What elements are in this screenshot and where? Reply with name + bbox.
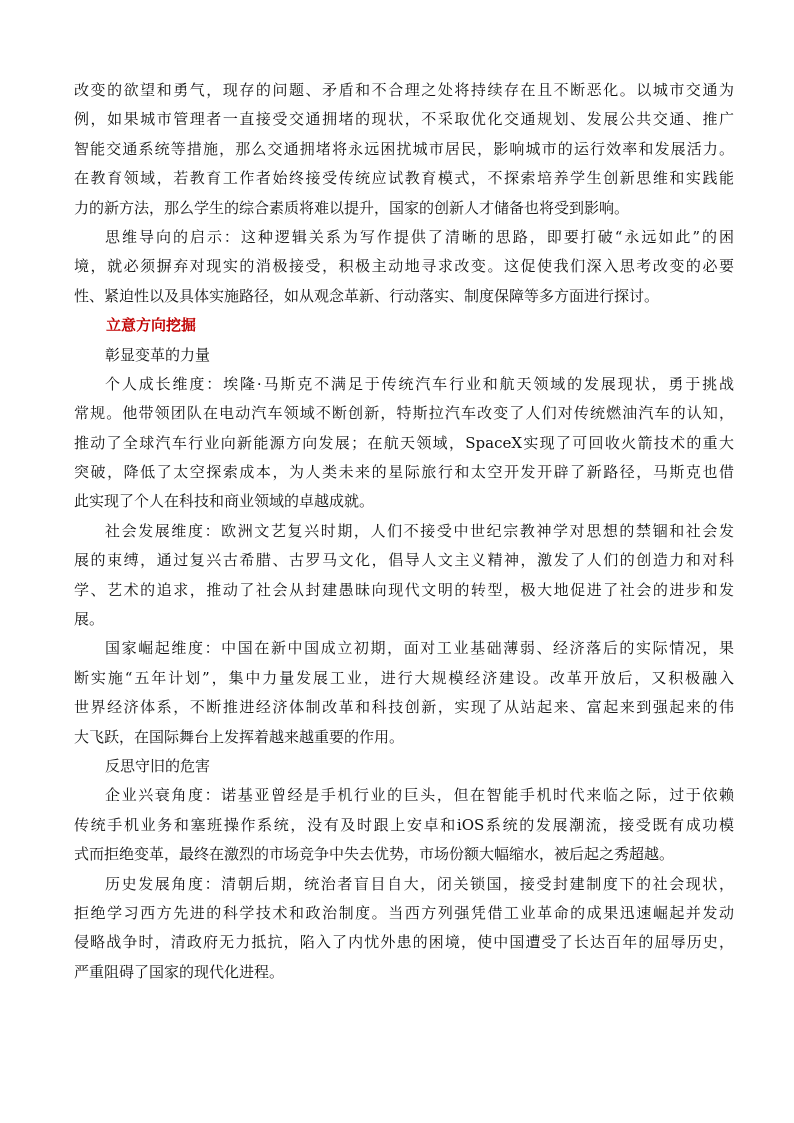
paragraph-national-rise [74,634,734,752]
subheading-harm-of-conservatism: 反思守旧的危害 [105,756,211,775]
text-line: 例，如果城市管理者一直接受交通拥堵的现状，不采取优化交通规划、发展公共交通、推广 [74,110,734,129]
text-line: 力的新方法，那么学生的综合素质将难以提升，国家的创新人才储备也将受到影响。 [74,198,630,217]
paragraph-thinking-guide [74,223,734,311]
text-line: 改变的欲望和勇气，现存的问题、矛盾和不合理之处将持续存在且不断恶化。以城市交通为 [74,81,734,99]
document-page [74,76,734,987]
text-line: 突破，降低了太空探索成本，为人类未来的星际旅行和太空开发开辟了新路径，马斯克也借 [74,463,734,482]
text-line: 国家崛起维度：中国在新中国成立初期，面对工业基础薄弱、经济落后的实际情况，果 [105,639,734,658]
text-line: 学、艺术的追求，推动了社会从封建愚昧向现代文明的转型，极大地促进了社会的进步和发 [74,580,734,599]
paragraph-social-development [74,517,734,635]
text-line: 个人成长维度：埃隆·马斯克不满足于传统汽车行业和航天领域的发展现状，勇于挑战 [105,374,734,393]
text-line: 境，就必须摒弃对现实的消极接受，积极主动地寻求改变。这促使我们深入思考改变的必要 [74,257,734,276]
paragraph-intro-continuation [74,76,734,223]
text-line: 传统手机业务和塞班操作系统，没有及时跟上安卓和iOS系统的发展潮流，接受既有成功模 [74,815,734,834]
text-line: 式而拒绝变革，最终在激烈的市场竞争中失去优势，市场份额大幅缩水，被后起之秀超越。 [74,845,675,864]
text-line: 此实现了个人在科技和商业领域的卓越成就。 [74,492,375,511]
paragraph-enterprise [74,781,734,869]
paragraph-personal-growth [74,370,734,517]
text-line: 历史发展角度：清朝后期，统治者盲目自大，闭关锁国，接受封建制度下的社会现状， [105,874,734,893]
text-line: 社会发展维度：欧洲文艺复兴时期，人们不接受中世纪宗教神学对思想的禁锢和社会发 [105,521,734,540]
text-line: 在教育领域，若教育工作者始终接受传统应试教育模式，不探索培养学生创新思维和实践能 [74,169,734,188]
text-line: 断实施“五年计划”，集中力量发展工业，进行大规模经济建设。改革开放后，又积极融入 [74,668,734,687]
text-line: 大飞跃，在国际舞台上发挥着越来越重要的作用。 [74,727,405,746]
text-line: 性、紧迫性以及具体实施路径，如从观念革新、行动落实、制度保障等多方面进行探讨。 [74,286,660,305]
paragraph-history [74,870,734,988]
text-line: 智能交通系统等措施，那么交通拥堵将永远困扰城市居民，影响城市的运行效率和发展活力。 [74,139,734,158]
text-line: 常规。他带领团队在电动汽车领域不断创新，特斯拉汽车改变了人们对传统燃油汽车的认知， [74,404,734,423]
text-line: 严重阻碍了国家的现代化进程。 [74,962,285,981]
text-line: 拒绝学习西方先进的科学技术和政治制度。当西方列强凭借工业革命的成果迅速崛起并发动 [74,903,734,922]
text-line: 展。 [74,610,105,629]
text-line: 展的束缚，通过复兴古希腊、古罗马文化，倡导人文主义精神，激发了人们的创造力和对科 [74,551,734,570]
section-heading: 立意方向挖掘 [106,316,197,335]
text-line: 思维导向的启示：这种逻辑关系为写作提供了清晰的思路，即要打破“永远如此”的困 [105,227,734,246]
text-line: 推动了全球汽车行业向新能源方向发展；在航天领域，SpaceX实现了可回收火箭技术的重大 [74,433,734,452]
text-line: 世界经济体系，不断推进经济体制改革和科技创新，实现了从站起来、富起来到强起来的伟 [74,698,734,717]
text-line: 企业兴衰角度：诺基亚曾经是手机行业的巨头，但在智能手机时代来临之际，过于依赖 [105,786,734,805]
subheading-power-of-change: 彰显变革的力量 [105,345,211,364]
text-line: 侵略战争时，清政府无力抵抗，陷入了内忧外患的困境，使中国遭受了长达百年的屈辱历史， [74,933,734,952]
